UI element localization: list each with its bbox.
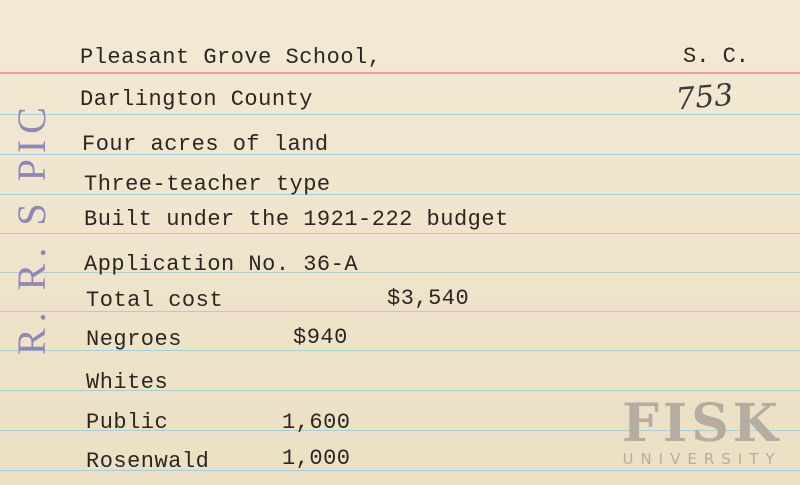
county: Darlington County — [80, 87, 313, 112]
red-rule — [0, 72, 800, 74]
total-cost-value: $3,540 — [387, 286, 470, 311]
rosenwald-value: 1,000 — [282, 446, 351, 471]
negroes-value: $940 — [293, 325, 348, 350]
whites-label: Whites — [86, 370, 169, 395]
state-abbrev: S. C. — [683, 44, 750, 69]
land-line: Four acres of land — [82, 132, 329, 157]
public-label: Public — [86, 410, 169, 435]
rosenwald-label: Rosenwald — [86, 449, 210, 474]
vertical-stamp: R. R. S PIC — [9, 101, 54, 355]
public-value: 1,600 — [282, 410, 351, 435]
blue-rule — [0, 233, 800, 234]
negroes-label: Negroes — [86, 327, 182, 352]
budget-line: Built under the 1921-222 budget — [84, 207, 509, 232]
total-cost-label: Total cost — [86, 288, 224, 313]
logo-name: FISK — [622, 393, 782, 454]
logo-subtitle: UNIVERSITY — [622, 450, 782, 468]
card-number: 753 — [674, 77, 735, 118]
school-name: Pleasant Grove School, — [80, 45, 382, 70]
fisk-university-logo — [612, 393, 792, 468]
application-line: Application No. 36-A — [84, 252, 359, 277]
type-line: Three-teacher type — [84, 172, 331, 197]
